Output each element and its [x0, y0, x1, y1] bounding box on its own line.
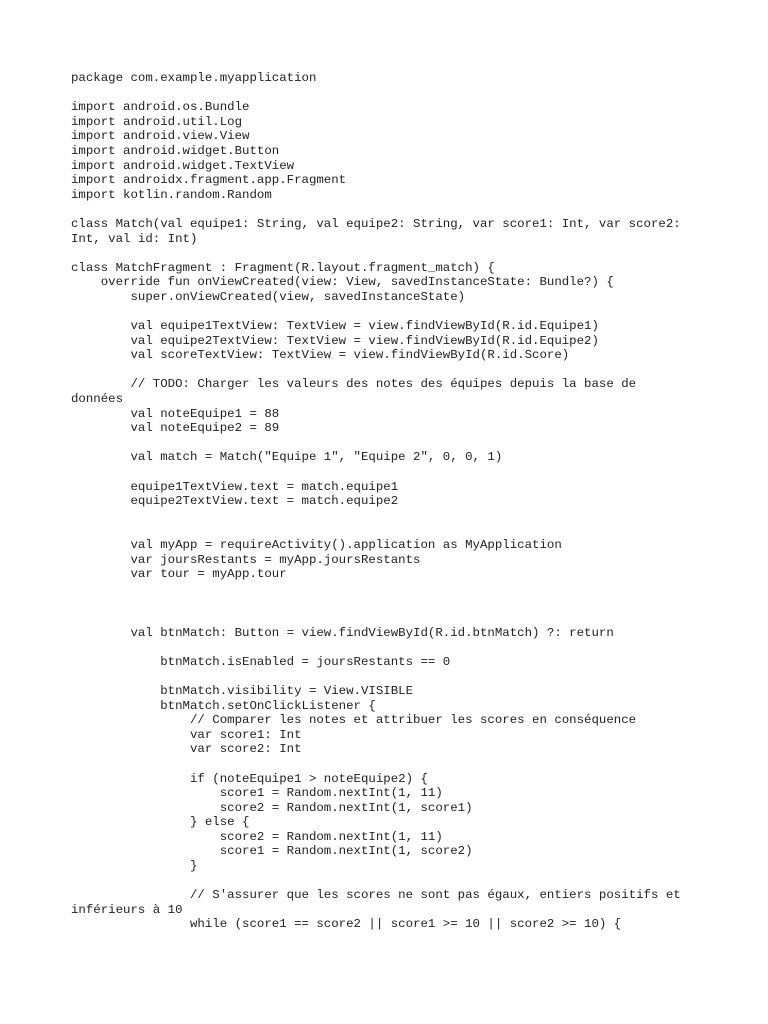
- code-line: [71, 611, 731, 626]
- code-line: inférieurs à 10: [71, 902, 183, 917]
- code-line: import android.widget.TextView: [71, 158, 295, 173]
- code-line: import kotlin.random.Random: [71, 187, 272, 202]
- code-line: val match = Match("Equipe 1", "Equipe 2", 0, 0, 1): [71, 450, 503, 465]
- code-line: val noteEquipe1 = 88: [71, 406, 280, 421]
- code-line: import android.view.View: [71, 129, 250, 144]
- code-line: }: [71, 859, 198, 874]
- code-line: score1 = Random.nextInt(1, 11): [71, 786, 443, 801]
- code-line: // S'assurer que les scores ne sont pas égaux, entiers positifs et: [71, 888, 681, 903]
- code-line: [71, 596, 731, 611]
- code-line: [71, 523, 731, 538]
- code-line: [71, 436, 731, 451]
- code-line: equipe2TextView.text = match.equipe2: [71, 494, 399, 509]
- code-line: [71, 582, 731, 597]
- code-line: [71, 640, 731, 655]
- code-line: données: [71, 392, 124, 407]
- code-line: score1 = Random.nextInt(1, score2): [71, 844, 473, 859]
- code-line: } else {: [71, 815, 250, 830]
- code-line: import android.os.Bundle: [71, 100, 250, 115]
- code-line: class MatchFragment : Fragment(R.layout.fragment_match) {: [71, 260, 495, 275]
- code-line: [71, 669, 731, 684]
- code-line: var score2: Int: [71, 742, 302, 757]
- code-line: [71, 874, 731, 889]
- code-line: super.onViewCreated(view, savedInstanceState): [71, 289, 466, 304]
- code-line: import android.util.Log: [71, 114, 243, 129]
- code-line: [71, 465, 731, 480]
- code-line: var tour = myApp.tour: [71, 567, 287, 582]
- code-line: import android.widget.Button: [71, 143, 280, 158]
- code-line: score2 = Random.nextInt(1, score1): [71, 800, 473, 815]
- code-line: val equipe2TextView: TextView = view.findViewById(R.id.Equipe2): [71, 333, 599, 348]
- code-line: equipe1TextView.text = match.equipe1: [71, 479, 399, 494]
- code-line: // TODO: Charger les valeurs des notes des équipes depuis la base de: [71, 377, 637, 392]
- code-line: btnMatch.isEnabled = joursRestants == 0: [71, 654, 451, 669]
- code-line: class Match(val equipe1: String, val equipe2: String, var score1: Int, var score2:: [71, 216, 681, 231]
- code-line: score2 = Random.nextInt(1, 11): [71, 829, 443, 844]
- code-line: while (score1 == score2 || score1 >= 10 || score2 >= 10) {: [71, 917, 622, 932]
- code-line: val noteEquipe2 = 89: [71, 421, 280, 436]
- code-line: var joursRestants = myApp.joursRestants: [71, 552, 421, 567]
- code-line: val equipe1TextView: TextView = view.findViewById(R.id.Equipe1): [71, 319, 599, 334]
- code-line: [71, 509, 731, 524]
- code-line: Int, val id: Int): [71, 231, 198, 246]
- code-line: val btnMatch: Button = view.findViewById(R.id.btnMatch) ?: return: [71, 625, 614, 640]
- code-line: btnMatch.visibility = View.VISIBLE: [71, 683, 414, 698]
- code-line: if (noteEquipe1 > noteEquipe2) {: [71, 771, 428, 786]
- code-line: val scoreTextView: TextView = view.findViewById(R.id.Score): [71, 348, 570, 363]
- code-line: val myApp = requireActivity().application as MyApplication: [71, 538, 562, 552]
- code-line: [71, 757, 731, 772]
- code-line: btnMatch.setOnClickListener {: [71, 698, 376, 713]
- code-line: [71, 246, 731, 261]
- code-line: override fun onViewCreated(view: View, savedInstanceState: Bundle?) {: [71, 275, 614, 290]
- code-line: [71, 86, 731, 101]
- code-line: package com.example.myapplication: [71, 71, 317, 85]
- code-line: import androidx.fragment.app.Fragment: [71, 173, 347, 188]
- code-block: [71, 71, 731, 932]
- code-line: [71, 202, 731, 217]
- code-line: var score1: Int: [71, 727, 302, 742]
- code-line: [71, 305, 731, 320]
- code-line: [71, 363, 731, 378]
- code-line: // Comparer les notes et attribuer les scores en conséquence: [71, 713, 637, 728]
